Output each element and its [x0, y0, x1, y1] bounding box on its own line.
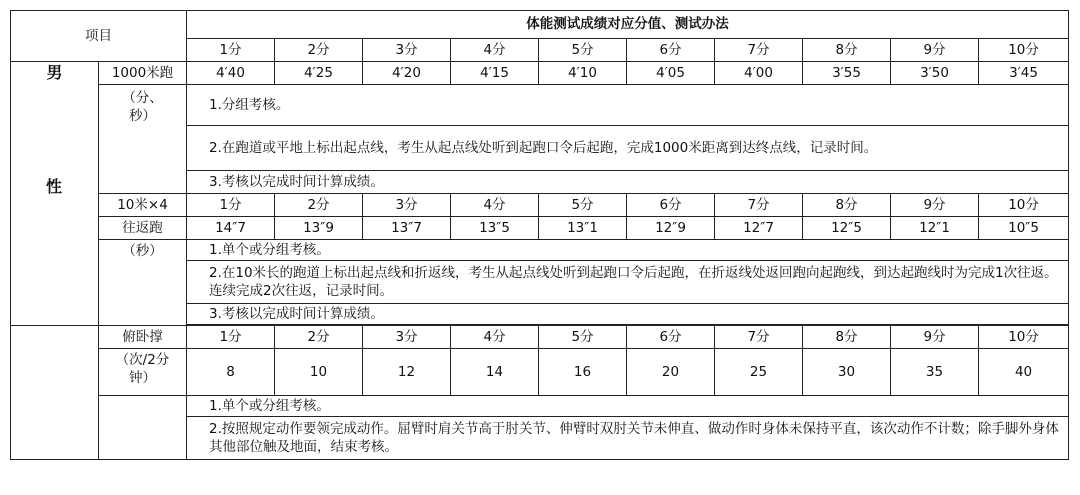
- pushup-score: 5分: [539, 325, 627, 348]
- score-header: 3分: [363, 38, 451, 61]
- run1000-value: 3′55: [803, 62, 891, 85]
- pushup-label-line1: 俯卧撑: [99, 325, 187, 348]
- shuttle-label-line1: 10米×4: [99, 193, 187, 216]
- shuttle-score: 7分: [715, 193, 803, 216]
- run1000-value: 4′20: [363, 62, 451, 85]
- shuttle-score: 9分: [891, 193, 979, 216]
- pushup-score: 10分: [979, 325, 1069, 348]
- score-header: 10分: [979, 38, 1069, 61]
- shuttle-score: 6分: [627, 193, 715, 216]
- run1000-value: 4′10: [539, 62, 627, 85]
- pushup-value: 35: [891, 348, 979, 395]
- shuttle-score: 8分: [803, 193, 891, 216]
- shuttle-unit: （秒）: [99, 239, 187, 325]
- score-header: 2分: [275, 38, 363, 61]
- score-header: 5分: [539, 38, 627, 61]
- pushup-value: 10: [275, 348, 363, 395]
- run1000-value: 4′25: [275, 62, 363, 85]
- pushup-gender-spacer: [11, 325, 99, 459]
- score-header: 4分: [451, 38, 539, 61]
- pushup-note-1: 1.单个或分组考核。: [187, 395, 1069, 416]
- fitness-test-table: [10, 10, 1069, 460]
- gender-sex-char: 性: [45, 177, 62, 196]
- pushup-value: 25: [715, 348, 803, 395]
- pushup-value: 12: [363, 348, 451, 395]
- shuttle-note-3: 3.考核以完成时间计算成绩。: [187, 303, 1069, 324]
- run1000-value: 4′00: [715, 62, 803, 85]
- shuttle-label-line2: 往返跑: [99, 216, 187, 239]
- run1000-unit: [99, 84, 187, 193]
- pushup-value: 30: [803, 348, 891, 395]
- score-header: 8分: [803, 38, 891, 61]
- run1000-value: 3′45: [979, 62, 1069, 85]
- gender-male: 男: [11, 62, 99, 85]
- shuttle-score: 3分: [363, 193, 451, 216]
- shuttle-score: 10分: [979, 193, 1069, 216]
- shuttle-score: 5分: [539, 193, 627, 216]
- shuttle-note-2: 2.在10米长的跑道上标出起点线和折返线，考生从起点线处听到起跑口令后起跑，在折返线处返回跑向起跑线，到达起跑线时为完成1次往返。连续完成2次往返，记录时间。: [187, 260, 1069, 303]
- header-title: 体能测试成绩对应分值、测试办法: [187, 11, 1069, 39]
- pushup-value: 8: [187, 348, 275, 395]
- shuttle-score: 2分: [275, 193, 363, 216]
- run1000-unit-line1: （分、: [122, 89, 163, 106]
- pushup-score: 1分: [187, 325, 275, 348]
- pushup-value: 20: [627, 348, 715, 395]
- shuttle-note-1: 1.单个或分组考核。: [187, 239, 1069, 260]
- shuttle-value: 13″5: [451, 216, 539, 239]
- pushup-unit-line2: （次/2分: [115, 351, 170, 368]
- pushup-score: 6分: [627, 325, 715, 348]
- pushup-unit-line3: 钟）: [129, 369, 156, 386]
- pushup-score: 4分: [451, 325, 539, 348]
- score-header: 7分: [715, 38, 803, 61]
- shuttle-score: 4分: [451, 193, 539, 216]
- run1000-value: 4′15: [451, 62, 539, 85]
- run1000-value: 4′40: [187, 62, 275, 85]
- shuttle-value: 10″5: [979, 216, 1069, 239]
- run1000-note-3: 3.考核以完成时间计算成绩。: [187, 170, 1069, 193]
- score-header: 9分: [891, 38, 979, 61]
- shuttle-value: 12″9: [627, 216, 715, 239]
- pushup-unit: [99, 348, 187, 395]
- pushup-unit-blank: [99, 395, 187, 459]
- pushup-score: 7分: [715, 325, 803, 348]
- shuttle-value: 13″9: [275, 216, 363, 239]
- pushup-value: 16: [539, 348, 627, 395]
- shuttle-score: 1分: [187, 193, 275, 216]
- pushup-score: 8分: [803, 325, 891, 348]
- score-header: 6分: [627, 38, 715, 61]
- run1000-value: 3′50: [891, 62, 979, 85]
- pushup-value: 40: [979, 348, 1069, 395]
- shuttle-value: 13″7: [363, 216, 451, 239]
- run1000-label: 1000米跑: [99, 62, 187, 85]
- gender-lower-spacer: [11, 216, 99, 325]
- shuttle-value: 12″1: [891, 216, 979, 239]
- pushup-score: 3分: [363, 325, 451, 348]
- run1000-note-2: 2.在跑道或平地上标出起点线，考生从起点线处听到起跑口令后起跑，完成1000米距离到达终点线，记录时间。: [187, 125, 1069, 170]
- shuttle-value: 13″1: [539, 216, 627, 239]
- score-header: 1分: [187, 38, 275, 61]
- shuttle-value: 12″5: [803, 216, 891, 239]
- shuttle-value: 14″7: [187, 216, 275, 239]
- run1000-value: 4′05: [627, 62, 715, 85]
- run1000-unit-line2: 秒）: [129, 107, 156, 124]
- pushup-value: 14: [451, 348, 539, 395]
- pushup-score: 2分: [275, 325, 363, 348]
- header-item-cell: 项目: [11, 11, 187, 62]
- run1000-note-1: 1.分组考核。: [187, 84, 1069, 125]
- shuttle-value: 12″7: [715, 216, 803, 239]
- pushup-note-2: 2.按照规定动作要领完成动作。屈臂时肩关节高于肘关节、伸臂时双肘关节未伸直、做动作时身体未保持平直，该次动作不计数；除手脚外身体其他部位触及地面，结束考核。: [187, 416, 1069, 459]
- pushup-score: 9分: [891, 325, 979, 348]
